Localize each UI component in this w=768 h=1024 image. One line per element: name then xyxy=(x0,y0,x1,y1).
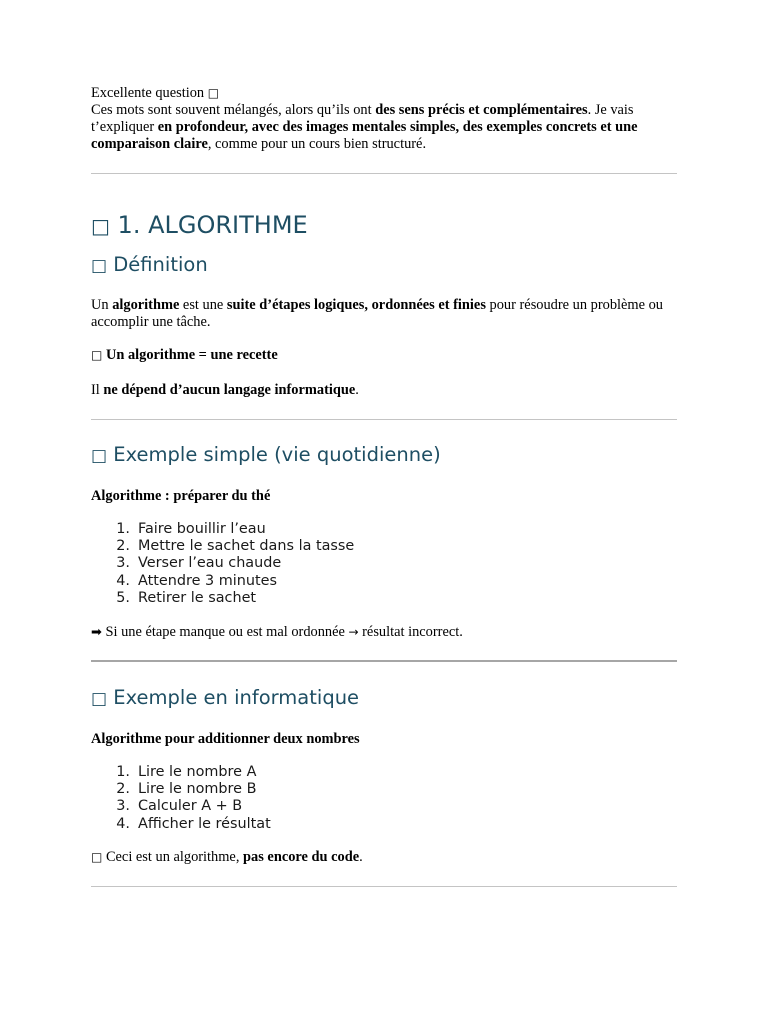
list-number: 4. xyxy=(116,815,130,832)
intro-bold: des sens précis et complémentaires xyxy=(375,102,588,118)
list-item-text: Verser l’eau chaude xyxy=(138,555,282,572)
list-item-text: Mettre le sachet dans la tasse xyxy=(138,538,355,555)
steps-list-addition xyxy=(91,764,271,833)
bold-text: Algorithme : préparer du thé xyxy=(91,488,271,504)
example-simple-heading-text: Exemple simple (vie quotidienne) xyxy=(113,443,441,466)
text: Il xyxy=(91,382,104,398)
list-item xyxy=(91,816,271,833)
language-line xyxy=(91,382,677,399)
bold-text: pas encore du code xyxy=(243,849,360,865)
list-item-text: Lire le nombre B xyxy=(138,781,257,798)
divider xyxy=(91,660,677,662)
definition-heading-text: Définition xyxy=(113,253,208,276)
emoji-icon: □ xyxy=(91,214,110,238)
list-item xyxy=(91,555,354,572)
emoji-icon: □ xyxy=(91,850,103,864)
intro-text: . Je vais t’expliquer xyxy=(91,102,634,135)
intro-text: , comme pour un cours bien structuré. xyxy=(207,136,427,152)
bold-text: Algorithme pour additionner deux nombres xyxy=(91,731,360,747)
text: résultat incorrect. xyxy=(358,624,463,640)
list-number: 1. xyxy=(116,764,130,780)
intro-text: Excellente question xyxy=(91,85,205,101)
emoji-icon: □ xyxy=(91,446,108,466)
list-item xyxy=(91,590,354,607)
list-item-text: Faire bouillir l’eau xyxy=(138,521,266,537)
text: Un xyxy=(91,297,113,313)
bold-text: suite d’étapes logiques, ordonnées et finies xyxy=(226,297,486,313)
intro-text: Ces mots sont souvent mélangés, alors qu’ils ont xyxy=(91,102,376,118)
list-number: 5. xyxy=(116,589,130,606)
bold-text: Un algorithme = une recette xyxy=(105,347,278,363)
steps-list-tea xyxy=(91,521,354,607)
section-title xyxy=(91,211,308,240)
list-item-text: Calculer A + B xyxy=(138,798,243,815)
divider xyxy=(91,886,677,887)
list-item-text: Lire le nombre A xyxy=(138,764,257,780)
list-number: 3. xyxy=(116,555,130,572)
text: est une xyxy=(179,297,227,313)
list-item xyxy=(91,573,354,590)
intro-bold: en profondeur, avec des images mentales simples, des exemples concrets et une comparaison claire xyxy=(91,119,638,152)
text: Ceci est un algorithme, xyxy=(102,849,244,865)
arrow-icon: → xyxy=(348,625,359,639)
list-item-text: Retirer le sachet xyxy=(138,589,257,606)
emoji-icon: □ xyxy=(207,86,220,100)
recipe-line xyxy=(91,347,677,364)
list-number: 3. xyxy=(116,798,130,815)
intro-paragraph xyxy=(91,102,677,153)
text: pour résoudre un problème ou accomplir une tâche. xyxy=(91,297,663,330)
example-info-heading-text: Exemple en informatique xyxy=(113,686,360,709)
section-title-text: 1. ALGORITHME xyxy=(117,211,308,239)
intro-line xyxy=(91,85,677,102)
emoji-icon: □ xyxy=(91,348,103,362)
list-item-text: Attendre 3 minutes xyxy=(138,572,277,589)
arrow-right-icon: ➡ xyxy=(91,625,102,640)
text: . xyxy=(355,382,359,398)
list-number: 4. xyxy=(116,572,130,589)
example-info-note xyxy=(91,849,677,866)
bold-text: ne dépend d’aucun langage informatique xyxy=(103,382,356,398)
example-simple-heading xyxy=(91,443,441,468)
example-info-label xyxy=(91,731,677,748)
emoji-icon: □ xyxy=(91,689,108,709)
example-simple-note xyxy=(91,624,677,641)
bold-text: algorithme xyxy=(112,297,180,313)
divider xyxy=(91,419,677,420)
list-number: 2. xyxy=(116,538,130,555)
list-item xyxy=(91,764,271,781)
example-info-heading xyxy=(91,686,359,711)
list-item xyxy=(91,798,271,815)
divider xyxy=(91,173,677,174)
list-item-text: Afficher le résultat xyxy=(138,815,271,832)
text: . xyxy=(359,849,363,865)
intro-block xyxy=(91,85,677,153)
list-number: 2. xyxy=(116,781,130,798)
definition-heading xyxy=(91,253,208,278)
list-item xyxy=(91,781,271,798)
list-number: 1. xyxy=(116,521,130,537)
list-item xyxy=(91,538,354,555)
example-simple-label xyxy=(91,488,677,505)
definition-paragraph xyxy=(91,297,677,331)
emoji-icon: □ xyxy=(91,256,108,276)
list-item xyxy=(91,521,354,538)
text: Si une étape manque ou est mal ordonnée xyxy=(101,624,349,640)
